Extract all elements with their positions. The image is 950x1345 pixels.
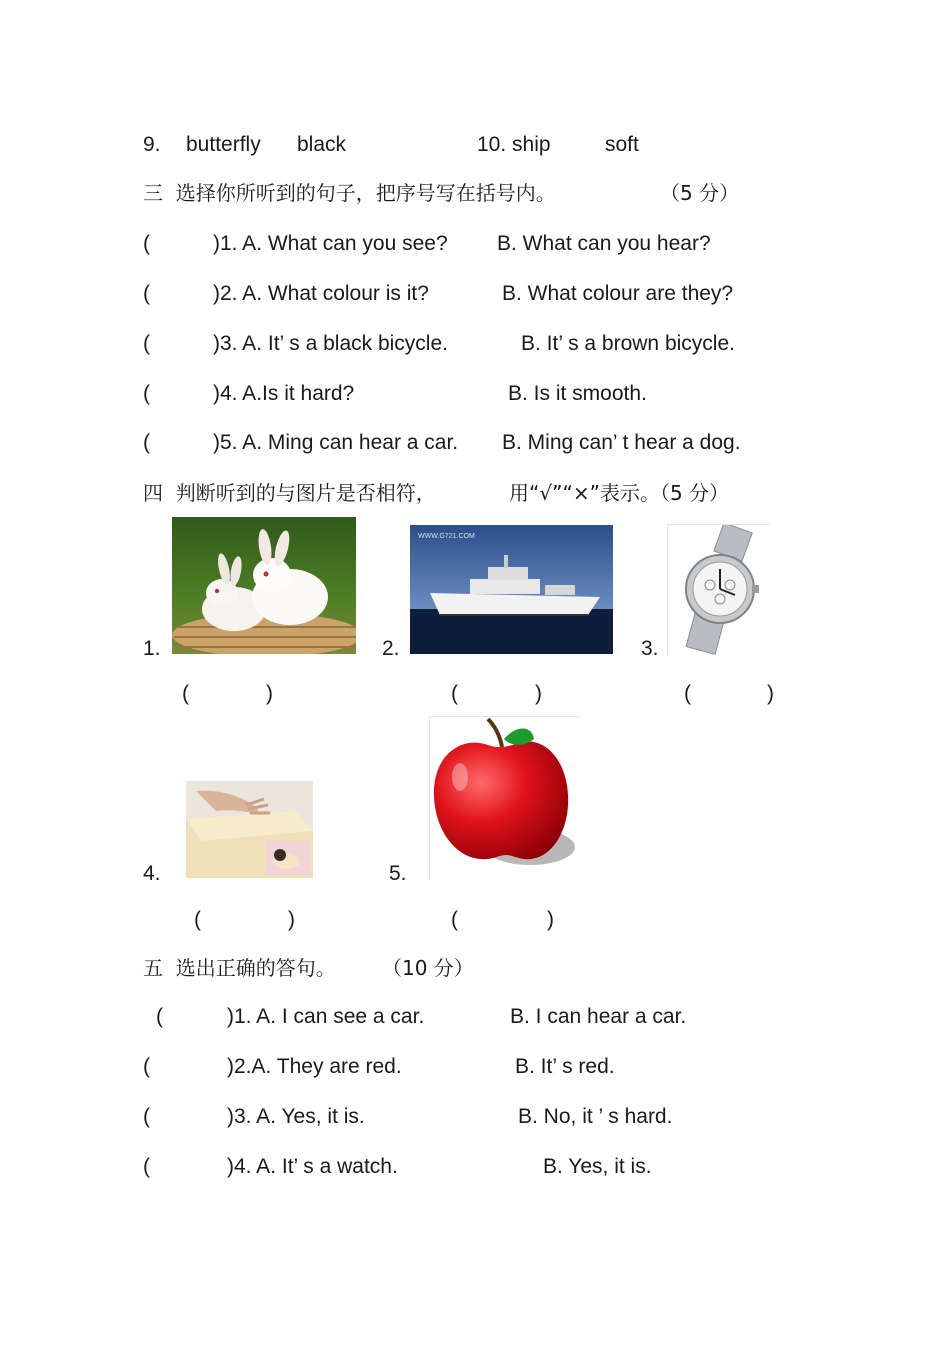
- answer-1-paren-open: (: [182, 682, 189, 705]
- s3-item2-option-b: B. What colour are they?: [502, 282, 734, 305]
- item-10-word-a: 10. ship: [477, 133, 551, 156]
- s5-item2-paren: (: [143, 1055, 150, 1078]
- section5-heading: 五 选出正确的答句。: [143, 956, 336, 980]
- section5-score: （10 分）: [382, 956, 474, 980]
- s3-item4-option-a: )4. A.Is it hard?: [213, 382, 355, 405]
- s5-item4-option-a: )4. A. It’ s a watch.: [227, 1155, 398, 1178]
- section4-heading: 四 判断听到的与图片是否相符，: [143, 481, 436, 505]
- section3-score: （5 分）: [660, 181, 740, 205]
- s5-item3-paren: (: [143, 1105, 150, 1128]
- picture-2-number: 2.: [382, 637, 400, 660]
- s5-item2-option-b: B. It’ s red.: [515, 1055, 615, 1078]
- s5-item1-option-a: )1. A. I can see a car.: [227, 1005, 425, 1028]
- answer-1-paren-close: ): [266, 682, 273, 705]
- s3-item4-option-b: B. Is it smooth.: [508, 382, 647, 405]
- item-9-word-b: black: [297, 133, 347, 156]
- soft-pillow-picture: [186, 781, 313, 878]
- item-9-word-a: butterfly: [186, 133, 261, 156]
- answer-2-paren-open: (: [451, 682, 458, 705]
- picture-3-number: 3.: [641, 637, 659, 660]
- item-9-number: 9.: [143, 133, 161, 156]
- section4-heading-instructions: 用“√”“×”表示。（5 分）: [509, 481, 730, 505]
- s3-item2-option-a: )2. A. What colour is it?: [213, 282, 429, 305]
- picture-1-number: 1.: [143, 637, 161, 660]
- watch-picture: [667, 524, 770, 655]
- answer-5-paren-open: (: [451, 908, 458, 931]
- s3-item3-option-a: )3. A. It’ s a black bicycle.: [213, 332, 448, 355]
- answer-5-paren-close: ): [547, 908, 554, 931]
- s5-item4-option-b: B. Yes, it is.: [543, 1155, 652, 1178]
- answer-4-paren-open: (: [194, 908, 201, 931]
- s5-item4-paren: (: [143, 1155, 150, 1178]
- s3-item4-paren: (: [143, 382, 150, 405]
- s5-item3-option-a: )3. A. Yes, it is.: [227, 1105, 365, 1128]
- s5-item3-option-b: B. No, it ’ s hard.: [518, 1105, 673, 1128]
- answer-3-paren-open: (: [684, 682, 691, 705]
- answer-3-paren-close: ): [767, 682, 774, 705]
- s5-item1-paren: (: [156, 1005, 163, 1028]
- s3-item5-option-a: )5. A. Ming can hear a car.: [213, 431, 459, 454]
- answer-4-paren-close: ): [288, 908, 295, 931]
- apple-picture: [429, 716, 580, 879]
- ship-watermark: WWW.G721.COM: [418, 533, 475, 540]
- section3-heading: 三 选择你所听到的句子，把序号写在括号内。: [143, 181, 556, 205]
- s3-item1-option-a: )1. A. What can you see?: [213, 232, 448, 255]
- s3-item1-paren: (: [143, 232, 150, 255]
- s3-item5-paren: (: [143, 431, 150, 454]
- s3-item5-option-b: B. Ming can’ t hear a dog.: [502, 431, 741, 454]
- s5-item2-option-a: )2.A. They are red.: [227, 1055, 402, 1078]
- rabbits-picture: [172, 517, 356, 654]
- s3-item2-paren: (: [143, 282, 150, 305]
- answer-2-paren-close: ): [535, 682, 542, 705]
- s3-item1-option-b: B. What can you hear?: [497, 232, 711, 255]
- picture-5-number: 5.: [389, 862, 407, 885]
- s5-item1-option-b: B. I can hear a car.: [510, 1005, 687, 1028]
- s3-item3-option-b: B. It’ s a brown bicycle.: [521, 332, 735, 355]
- s3-item3-paren: (: [143, 332, 150, 355]
- item-10-word-b: soft: [605, 133, 639, 156]
- picture-4-number: 4.: [143, 862, 161, 885]
